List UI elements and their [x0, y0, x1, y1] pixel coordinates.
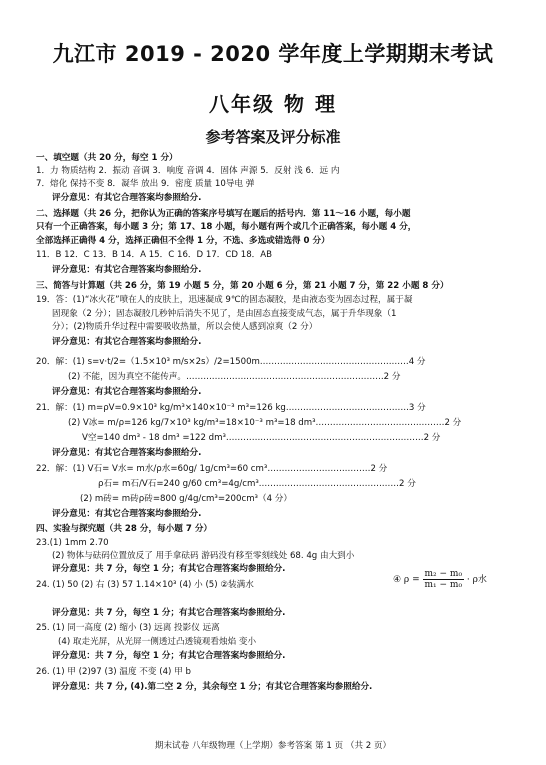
answer-line: 7．熔化 保持不变 8．凝华 放出 9．密度 质量 10导电 弹 [36, 179, 255, 189]
grade-subject-title: 八年级 物 理 [209, 92, 337, 116]
section-line: 评分意见：有其它合理答案均参照给分. [52, 387, 202, 397]
answer-line: 11．B 12．C 13．B 14．A 15．C 16．D 17．CD 18．AB [36, 250, 273, 260]
section-line: 评分意见：有其它合理答案均参照给分. [52, 448, 202, 458]
answer-line: (4) 取走光屏，从光屏一侧透过凸透镜观看烛焰 变小 [58, 637, 257, 647]
section-line: 全部选择正确得 4 分，选择正确但不全得 1 分，不选、多选或错选得 0 分） [36, 236, 330, 246]
answer-line: 1．力 物质结构 2．振动 音调 3．响度 音调 4．固体 声源 5．反射 浅 6．远 内 [36, 166, 340, 176]
section-line: 评分意见：有其它合理答案均参照给分. [52, 509, 202, 519]
answer-line: (2) 不能，因为真空不能传声。……………………………………………………………2 分 [68, 372, 401, 382]
section-line: 评分意见：有其它合理答案均参照给分. [52, 193, 202, 203]
page-footer: 期末试卷 八年级物理（上学期）参考答案 第 1 页 （共 2 页） [154, 741, 392, 751]
formula-prefix: ④ ρ = [393, 575, 420, 585]
answer-line: 23.(1) 1mm 2.70 [36, 538, 109, 548]
section-line: 评分意见：共 7 分, (4).第二空 2 分，其余每空 1 分；有其它合理答案均参照给分. [52, 682, 373, 692]
answer-line: 24. (1) 50 (2) 右 (3) 57 1.14×10³ (4) 小 (5) ②装满水 [36, 580, 254, 590]
answer-line: 20．解：(1) s=v·t/2=（1.5×10³ m/s×2s）/2=1500m.……………………………………………4 分 [36, 357, 426, 367]
exam-title: 九江市 2019 - 2020 学年度上学期期末考试 [52, 42, 494, 66]
answer-line: 分）；(2)物质升华过程中需要吸收热量，所以会使人感到凉爽（2 分） [52, 322, 318, 332]
section-line: 只有一个正确答案，每小题 3 分；第 17、18 小题，每小题有两个或几个正确答案，每小题 4 分， [36, 222, 417, 232]
answer-line: (2) m砖= m砖ρ砖=800 g/4g/cm³=200cm³（4 分） [80, 494, 292, 504]
answer-line: (2) V冰= m/ρ=126 kg/7×10³ kg/m³=18×10⁻³ m³=18 dm³………………………………………2 分 [68, 418, 462, 428]
answer-line: V空=140 dm³ - 18 dm³ =122 dm³……………………………………………………………2 分 [82, 433, 441, 443]
section-line: 评分意见：有其它合理答案均参照给分. [52, 265, 202, 275]
answer-line: 26. (1) 甲 (2)97 (3) 温度 不变 (4) 甲 b [36, 667, 191, 677]
answer-line: 25. (1) 同一高度 (2) 缩小 (3) 远离 投影仪 远离 [36, 623, 220, 633]
answer-line: 22．解：(1) V石= V水= m水/ρ水=60g/ 1g/cm³=60 cm³………………………………2 分 [36, 464, 388, 474]
section-line: 二、选择题（共 26 分，把你认为正确的答案序号填写在题后的括号内．第 11～16 小题，每小题 [36, 209, 411, 219]
formula-numerator: m₂ − m₀ [424, 569, 463, 579]
formula-denominator: m₁ − m₀ [424, 580, 463, 590]
answer-line: 固现象（2 分）；固态凝胶几秒钟后消失不见了，是由固态直接变成气态，属于升华现象（1 [52, 309, 397, 319]
section-line: 评分意见：共 7 分，每空 1 分；有其它合理答案均参照给分. [52, 651, 286, 661]
section-line: 四、实验与探究题（共 28 分，每小题 7 分） [36, 524, 213, 534]
formula-suffix: · ρ水 [466, 575, 487, 585]
answer-line: 19．答：(1)“冰火花”喷在人的皮肤上，迅速凝成 9℃的固态凝胶，是由液态变为固态过程，属于凝 [36, 295, 413, 305]
section-line: 评分意见：有其它合理答案均参照给分. [52, 337, 202, 347]
section-line: 评分意见：共 7 分，每空 1 分；有其它合理答案均参照给分. [52, 608, 286, 618]
formula-fraction [423, 569, 465, 590]
density-formula [393, 569, 487, 590]
answer-line: ρ石= m石/V石=240 g/60 cm³=4g/cm³.…………………………………………2 分 [98, 479, 416, 489]
answer-line: (2) 物体与砝码位置放反了 用手拿砝码 游码没有移至零刻线处 68. 4g 由大到小 [52, 551, 355, 561]
answer-key-heading: 参考答案及评分标准 [205, 128, 341, 146]
answer-line: 21．解：(1) m=ρV=0.9×10³ kg/m³×140×10⁻³ m³=126 kg.……………………………………3 分 [36, 403, 426, 413]
section-line: 一、填空题（共 20 分，每空 1 分） [36, 153, 178, 163]
section-line: 三、简答与计算题（共 26 分，第 19 小题 5 分，第 20 小题 6 分，第 21 小题 7 分，第 22 小题 8 分） [36, 281, 449, 291]
section-line: 评分意见：共 7 分，每空 1 分；有其它合理答案均参照给分. [52, 564, 286, 574]
